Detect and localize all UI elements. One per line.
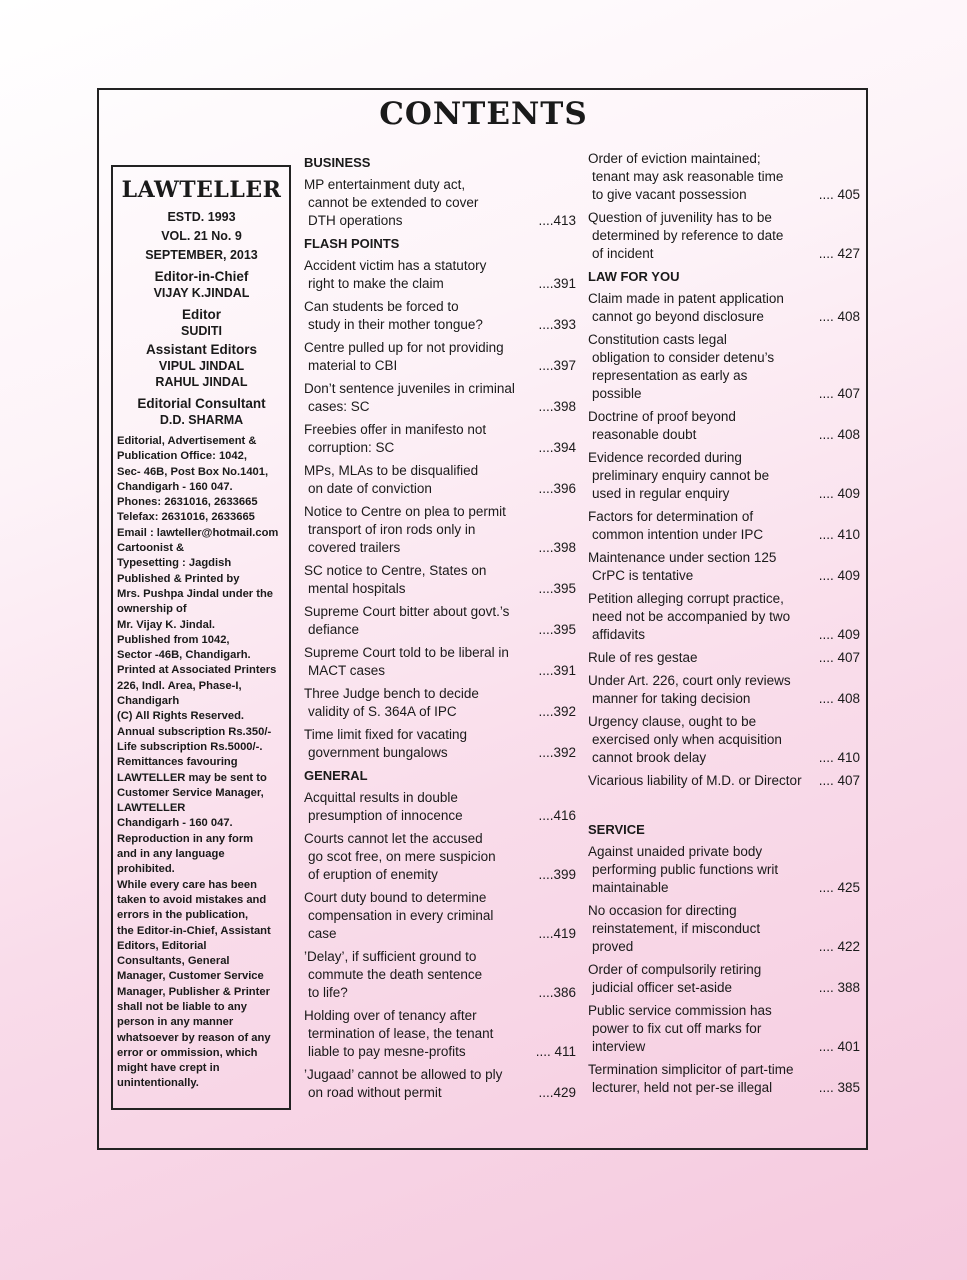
masthead-name: LAWTELLER [121, 177, 282, 203]
toc-entry[interactable] [304, 830, 576, 884]
masthead-date: SEPTEMBER, 2013 [145, 248, 258, 262]
entry-title-line: proved [592, 939, 634, 954]
entry-title-line: Urgency clause, ought to be [588, 714, 757, 729]
toc-entry[interactable] [304, 644, 576, 680]
entry-title-line: Supreme Court bitter about govt.’s [304, 604, 510, 619]
entry-title-line: Order of eviction maintained; [588, 151, 761, 166]
entry-title-line: on date of conviction [308, 481, 432, 496]
entry-page-number: .... 425 [818, 880, 860, 895]
notes-line: Chandigarh - 160 047. [117, 817, 233, 830]
notes-line: prohibited. [117, 863, 175, 876]
entry-title-line: ’Jugaad’ cannot be allowed to ply [304, 1067, 503, 1082]
entry-title-line: Against unaided private body [588, 844, 763, 859]
editor-in-chief-label: Editor-in-Chief [154, 269, 249, 284]
entry-title-line: Maintenance under section 125 [588, 550, 777, 565]
toc-entry[interactable] [304, 176, 576, 230]
toc-entry[interactable] [588, 902, 860, 956]
entry-title-line: presumption of innocence [308, 808, 463, 823]
entry-page-number: .... 427 [818, 246, 860, 261]
notes-line: the Editor-in-Chief, Assistant [117, 924, 271, 937]
toc-entry[interactable] [588, 331, 860, 403]
notes-line: might have crept in [117, 1062, 220, 1075]
entry-page-number: ....419 [538, 926, 576, 941]
entry-page-number: ....429 [538, 1085, 576, 1100]
entry-title-line: Time limit fixed for vacating [304, 727, 468, 742]
notes-line: Remittances favouring [117, 756, 238, 769]
toc-entry[interactable] [304, 298, 576, 334]
entry-page-number: ....397 [538, 358, 576, 373]
editor-name: SUDITI [181, 324, 222, 338]
entry-page-number: ....413 [538, 213, 576, 228]
entry-title-line: of eruption of enemity [308, 867, 438, 882]
masthead-volume: VOL. 21 No. 9 [161, 229, 242, 243]
entry-title-line: Courts cannot let the accused [304, 831, 483, 846]
entry-title-line: manner for taking decision [592, 691, 751, 706]
masthead-estd: ESTD. 1993 [167, 210, 236, 224]
entry-title-line: exercised only when acquisition [592, 732, 782, 747]
entry-title-line: possible [592, 386, 642, 401]
toc-entry[interactable] [588, 449, 860, 503]
entry-title-line: material to CBI [308, 358, 398, 373]
toc-entry[interactable] [304, 380, 576, 416]
entry-page-number: .... 407 [818, 650, 860, 665]
toc-entry[interactable] [588, 590, 860, 644]
entry-page-number: .... 407 [818, 386, 860, 401]
notes-line: Phones: 2631016, 2633665 [117, 496, 258, 509]
toc-entry[interactable] [588, 649, 860, 667]
entry-title-line: reinstatement, if misconduct [592, 921, 761, 936]
entry-title-line: ’Delay’, if sufficient ground to [304, 949, 477, 964]
entry-page-number: .... 388 [818, 980, 860, 995]
entry-page-number: .... 409 [818, 486, 860, 501]
notes-line: Sec- 46B, Post Box No.1401, [117, 465, 269, 478]
entry-page-number: .... 408 [818, 309, 860, 324]
entry-title-line: Supreme Court told to be liberal in [304, 645, 509, 660]
entry-title-line: representation as early as [592, 368, 748, 383]
entry-title-line: cases: SC [308, 399, 370, 414]
entry-title-line: Question of juvenility has to be [588, 210, 772, 225]
page-title: CONTENTS [379, 96, 588, 132]
consultant-label: Editorial Consultant [137, 396, 266, 411]
toc-entry[interactable] [588, 843, 860, 897]
entry-title-line: to give vacant possession [592, 187, 747, 202]
entry-page-number: ....395 [538, 581, 576, 596]
notes-line: Telefax: 2631016, 2633665 [117, 511, 255, 524]
toc-entry[interactable] [588, 508, 860, 544]
entry-title-line: Doctrine of proof beyond [588, 409, 736, 424]
notes-line: 226, Indl. Area, Phase-I, [117, 679, 242, 692]
entry-page-number: ....394 [538, 440, 576, 455]
entry-page-number: .... 411 [535, 1044, 576, 1059]
assistant-editor-name: VIPUL JINDAL [158, 359, 245, 373]
entry-title-line: used in regular enquiry [592, 486, 730, 501]
entry-title-line: obligation to consider detenu’s [592, 350, 775, 365]
section-heading: BUSINESS [304, 155, 371, 170]
notes-line: Editorial, Advertisement & [117, 435, 257, 447]
entry-page-number: .... 407 [818, 773, 860, 788]
notes-line: Life subscription Rs.5000/-. [117, 740, 263, 753]
section-heading: FLASH POINTS [304, 236, 400, 251]
notes-line: Reproduction in any form [117, 832, 254, 845]
entry-title-line: MP entertainment duty act, [304, 177, 466, 192]
entry-title-line: interview [592, 1039, 646, 1054]
entry-title-line: Under Art. 226, court only reviews [588, 673, 791, 688]
notes-line: Published from 1042, [117, 633, 230, 646]
section-heading: LAW FOR YOU [588, 269, 680, 284]
editor-in-chief-name: VIJAY K.JINDAL [153, 286, 250, 300]
entry-title-line: tenant may ask reasonable time [592, 169, 784, 184]
notes-line: ownership of [117, 603, 187, 616]
entry-title-line: determined by reference to date [592, 228, 784, 243]
section-heading: SERVICE [588, 822, 645, 837]
entry-title-line: Acquittal results in double [304, 790, 458, 805]
notes-line: Mrs. Pushpa Jindal under the [117, 587, 274, 600]
toc-entry[interactable] [304, 1066, 576, 1102]
assistant-editor-name: RAHUL JINDAL [155, 375, 248, 389]
notes-line: LAWTELLER [117, 802, 186, 815]
toc-entry[interactable] [588, 1002, 860, 1056]
entry-page-number: .... 410 [818, 527, 860, 542]
toc-entry[interactable] [588, 1061, 860, 1097]
entry-title-line: Freebies offer in manifesto not [304, 422, 487, 437]
notes-line: Cartoonist & [117, 542, 185, 555]
entry-page-number: .... 422 [818, 939, 860, 954]
entry-title-line: study in their mother tongue? [308, 317, 483, 332]
entry-title-line: affidavits [592, 627, 646, 642]
entry-page-number: .... 409 [818, 627, 860, 642]
notes-line: taken to avoid mistakes and [117, 893, 267, 906]
entry-page-number: ....392 [538, 745, 576, 760]
notes-line: Customer Service Manager, [117, 786, 264, 799]
notes-line: (C) All Rights Reserved. [117, 710, 245, 723]
entry-title-line: lecturer, held not per-se illegal [592, 1080, 773, 1095]
entry-title-line: Public service commission has [588, 1003, 772, 1018]
notes-line: Published & Printed by [117, 572, 240, 585]
entry-title-line: Court duty bound to determine [304, 890, 487, 905]
toc-entry[interactable] [304, 421, 576, 457]
toc-entry[interactable] [304, 257, 576, 293]
toc-entry[interactable] [304, 948, 576, 1002]
entry-title-line: corruption: SC [308, 440, 395, 455]
notes-line: Sector -46B, Chandigarh. [117, 649, 251, 662]
entry-page-number: ....391 [538, 276, 576, 291]
notes-line: unintentionally. [117, 1077, 199, 1090]
entry-title-line: Constitution casts legal [588, 332, 727, 347]
entry-title-line: case [308, 926, 337, 941]
entry-title-line: Notice to Centre on plea to permit [304, 504, 506, 519]
entry-title-line: Factors for determination of [588, 509, 754, 524]
entry-page-number: .... 405 [818, 187, 860, 202]
entry-title-line: Don’t sentence juveniles in criminal [304, 381, 515, 396]
toc-entry[interactable] [588, 150, 860, 204]
entry-title-line: maintainable [592, 880, 669, 895]
entry-title-line: common intention under IPC [592, 527, 764, 542]
notes-line: Typesetting : Jagdish [117, 557, 232, 570]
notes-line: While every care has been [117, 878, 257, 891]
entry-page-number: .... 408 [818, 691, 860, 706]
entry-page-number: ....392 [538, 704, 576, 719]
entry-title-line: Holding over of tenancy after [304, 1008, 477, 1023]
toc-entry[interactable] [304, 603, 576, 639]
entry-page-number: .... 410 [818, 750, 860, 765]
toc-entry[interactable] [304, 726, 576, 762]
entry-title-line: judicial officer set-aside [592, 980, 733, 995]
editor-label: Editor [182, 307, 221, 322]
notes-line: Manager, Customer Service [117, 970, 264, 983]
notes-line: Chandigarh [117, 695, 180, 708]
entry-page-number: ....396 [538, 481, 576, 496]
toc-entry[interactable] [588, 408, 860, 444]
notes-line: Annual subscription Rs.350/- [117, 725, 272, 738]
entry-title-line: cannot go beyond disclosure [592, 309, 764, 324]
toc-entry[interactable] [304, 685, 576, 721]
toc-entry[interactable] [304, 339, 576, 375]
entry-title-line: Evidence recorded during [588, 450, 742, 465]
entry-title-line: liable to pay mesne-profits [308, 1044, 466, 1059]
toc-entry[interactable] [588, 290, 860, 326]
notes-line: Printed at Associated Printers [117, 664, 277, 677]
consultant-name: D.D. SHARMA [159, 413, 244, 427]
contents-column-right [588, 150, 860, 1102]
notes-line: shall not be liable to any [117, 1000, 247, 1013]
toc-entry[interactable] [304, 1007, 576, 1061]
entry-title-line: Petition alleging corrupt practice, [588, 591, 784, 606]
toc-entry[interactable] [588, 672, 860, 708]
entry-title-line: Centre pulled up for not providing [304, 340, 504, 355]
entry-title-line: Termination simplicitor of part-time [588, 1062, 794, 1077]
entry-page-number: ....416 [538, 808, 576, 823]
entry-title-line: defiance [308, 622, 360, 637]
entry-title-line: MPs, MLAs to be disqualified [304, 463, 479, 478]
entry-title-line: commute the death sentence [308, 967, 483, 982]
toc-entry[interactable] [588, 713, 860, 767]
entry-title-line: DTH operations [308, 213, 403, 228]
entry-title-line: termination of lease, the tenant [308, 1026, 494, 1041]
toc-entry[interactable] [588, 209, 860, 263]
entry-title-line: right to make the claim [308, 276, 444, 291]
entry-page-number: ....386 [538, 985, 576, 1000]
toc-entry[interactable] [304, 889, 576, 943]
entry-title-line: Vicarious liability of M.D. or Director [588, 773, 802, 788]
entry-title-line: go scot free, on mere suspicion [308, 849, 496, 864]
entry-title-line: of incident [592, 246, 654, 261]
entry-title-line: Can students be forced to [304, 299, 459, 314]
entry-title-line: on road without permit [308, 1085, 442, 1100]
notes-line: Mr. Vijay K. Jindal. [117, 618, 216, 631]
entry-title-line: CrPC is tentative [592, 568, 694, 583]
entry-title-line: compensation in every criminal [308, 908, 494, 923]
entry-page-number: .... 409 [818, 568, 860, 583]
entry-title-line: performing public functions writ [592, 862, 779, 877]
entry-page-number: ....399 [538, 867, 576, 882]
notes-line: Manager, Publisher & Printer [117, 985, 270, 998]
notes-line: Consultants, General [117, 955, 230, 968]
notes-line: error or ommission, which [117, 1046, 258, 1059]
toc-entry[interactable] [588, 772, 860, 790]
entry-title-line: cannot be extended to cover [308, 195, 479, 210]
entry-title-line: transport of iron rods only in [308, 522, 476, 537]
entry-title-line: Accident victim has a statutory [304, 258, 487, 273]
entry-title-line: MACT cases [308, 663, 386, 678]
entry-page-number: ....393 [538, 317, 576, 332]
entry-title-line: Rule of res gestae [588, 650, 698, 665]
entry-title-line: covered trailers [308, 540, 401, 555]
entry-title-line: government bungalows [308, 745, 448, 760]
entry-title-line: need not be accompanied by two [592, 609, 791, 624]
entry-title-line: to life? [308, 985, 348, 1000]
section-heading: GENERAL [304, 768, 368, 783]
entry-title-line: power to fix cut off marks for [592, 1021, 762, 1036]
entry-title-line: reasonable doubt [592, 427, 697, 442]
entry-title-line: preliminary enquiry cannot be [592, 468, 770, 483]
entry-page-number: ....391 [538, 663, 576, 678]
notes-line: Chandigarh - 160 047. [117, 480, 233, 493]
notes-line: whatsoever by reason of any [117, 1031, 271, 1044]
entry-title-line: SC notice to Centre, States on [304, 563, 487, 578]
entry-title-line: Claim made in patent application [588, 291, 784, 306]
entry-page-number: .... 385 [818, 1080, 860, 1095]
entry-title-line: cannot brook delay [592, 750, 707, 765]
notes-line: Editors, Editorial [117, 939, 207, 952]
contents-column-middle [304, 150, 576, 1107]
toc-entry[interactable] [304, 562, 576, 598]
toc-entry[interactable] [304, 789, 576, 825]
toc-entry[interactable] [304, 503, 576, 557]
entry-page-number: ....398 [538, 399, 576, 414]
entry-title-line: validity of S. 364A of IPC [308, 704, 457, 719]
entry-title-line: No occasion for directing [588, 903, 737, 918]
notes-line: LAWTELLER may be sent to [117, 771, 267, 784]
notes-line: errors in the publication, [117, 909, 249, 922]
notes-line: Publication Office: 1042, [117, 450, 247, 463]
notes-line: Email : lawteller@hotmail.com [117, 526, 279, 539]
entry-title-line: Order of compulsorily retiring [588, 962, 762, 977]
notes-line: and in any language [117, 848, 225, 861]
entry-page-number: .... 401 [818, 1039, 860, 1054]
publication-notes [115, 434, 288, 1092]
assistant-editors-label: Assistant Editors [145, 342, 258, 357]
masthead-box [111, 165, 291, 1110]
toc-entry[interactable] [304, 462, 576, 498]
entry-page-number: ....395 [538, 622, 576, 637]
toc-entry[interactable] [588, 961, 860, 997]
entry-title-line: Three Judge bench to decide [304, 686, 479, 701]
notes-line: person in any manner [117, 1016, 234, 1029]
toc-entry[interactable] [588, 549, 860, 585]
entry-page-number: ....398 [538, 540, 576, 555]
entry-title-line: mental hospitals [308, 581, 406, 596]
entry-page-number: .... 408 [818, 427, 860, 442]
